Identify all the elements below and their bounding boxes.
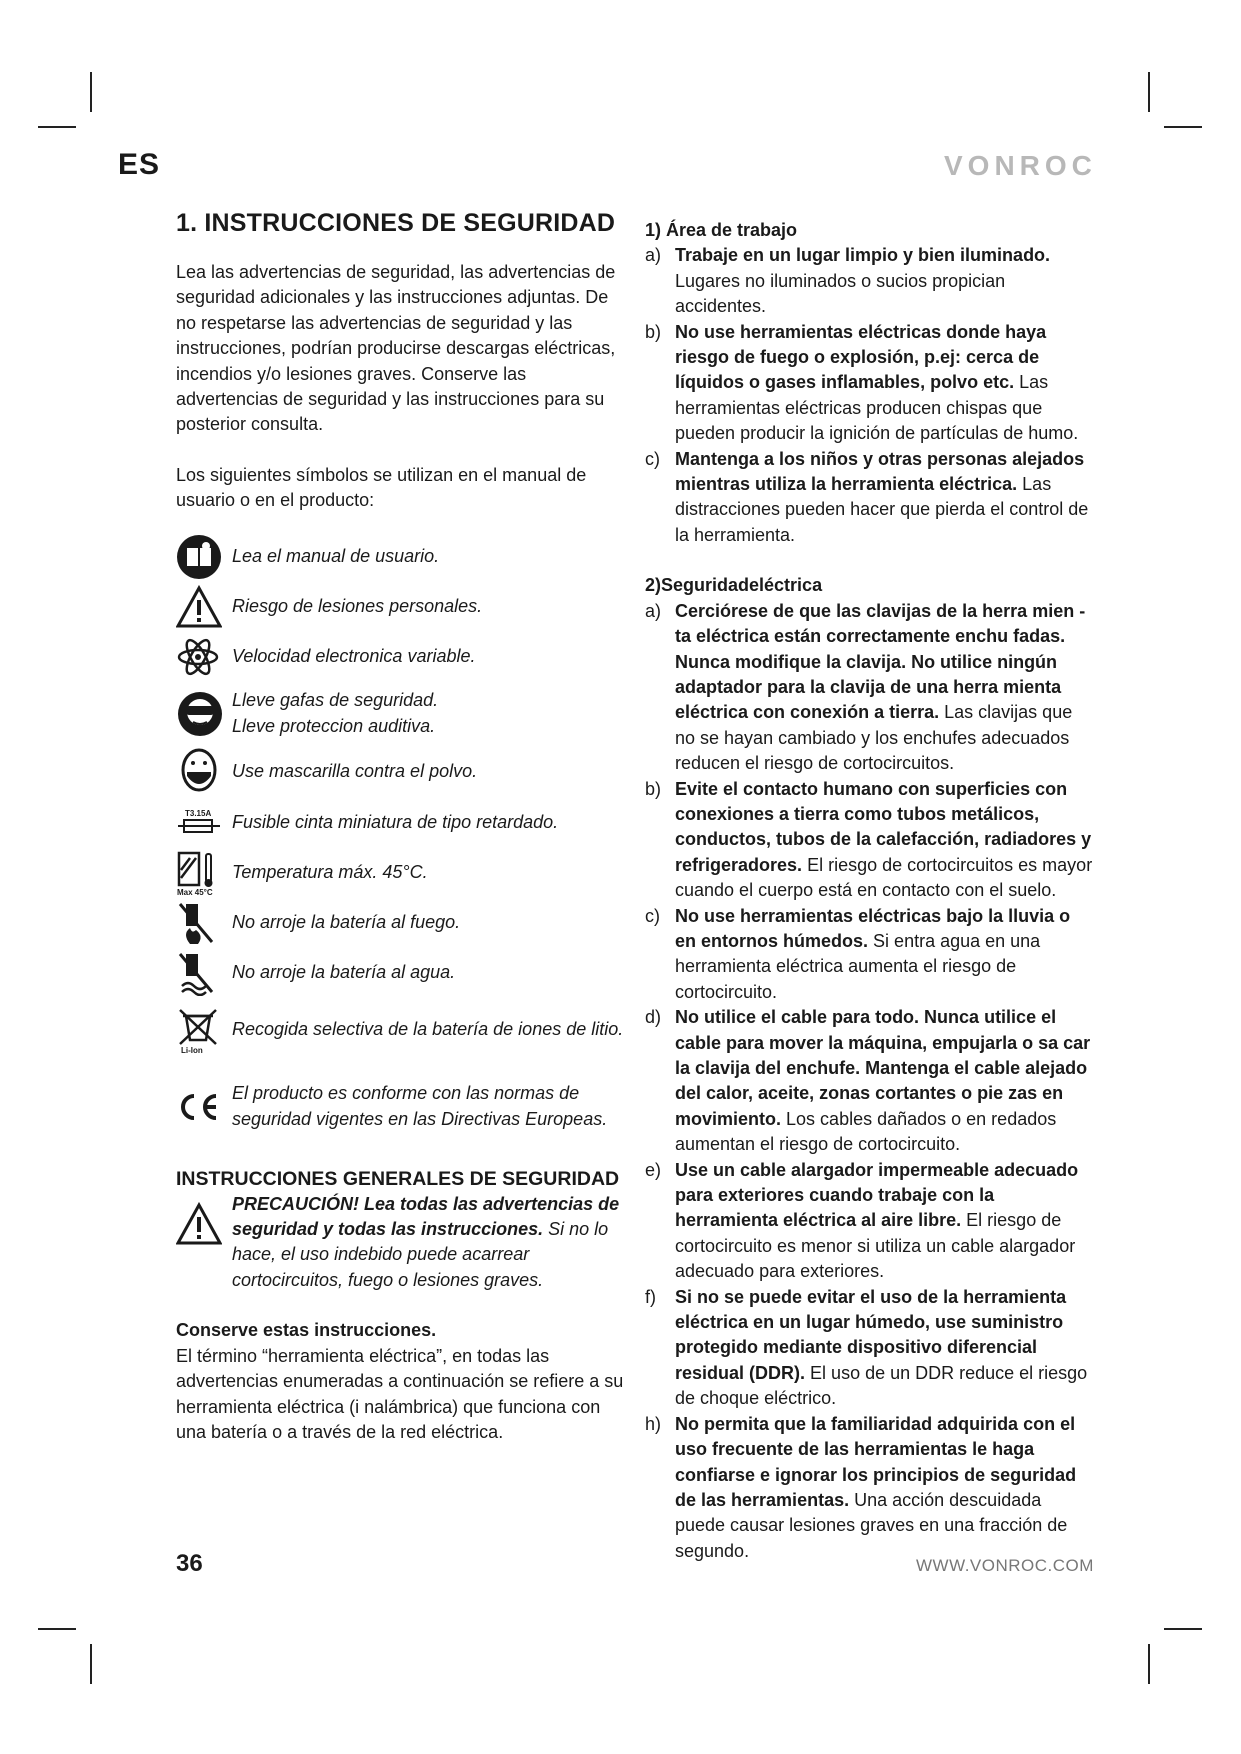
general-safety-title: INSTRUCCIONES GENERALES DE SEGURIDAD [176,1167,620,1190]
symbol-row [176,746,624,798]
item-bold: Trabaje en un lugar limpio y bien iluminado. [675,245,1051,266]
keep-instructions-title: Conserve estas instrucciones. [176,1320,437,1341]
item-bold: No permita que la familiaridad adquirida con el uso frecuente de las herramientas le haga confiarse e ignorar los principios de seguridad de las herramientas. [675,1413,1077,1510]
crop-mark [38,1628,76,1630]
crop-mark [90,1644,92,1684]
symbols-intro: Los siguientes símbolos se utilizan en el manual de usuario o en el producto: [176,464,587,511]
crop-mark [90,72,92,112]
language-code: ES [118,148,161,181]
atom-speed-icon [176,637,232,677]
crop-mark [1148,1644,1150,1684]
item-label: c) [645,448,660,469]
item-label: f) [645,1286,656,1307]
symbol-row [176,532,624,582]
keep-instructions-text: El término “herramienta eléctrica”, en todas las advertencias enumeradas a continuación se refiere a su herramienta eléctrica (i nalámbrica) que funciona con una batería o a través de la red eléctrica. [176,1345,624,1442]
symbol-row [176,582,624,632]
item-label: d) [645,1007,662,1028]
warning-triangle-icon [176,1192,232,1294]
caution-bold: PRECAUCIÓN! Lea todas las advertencias de seguridad y todas las instrucciones. [232,1193,620,1240]
item-text: El riesgo de cortocircuito es menor si utiliza un cable alargador adecuado para exteriores. [675,1210,1076,1282]
safety-item [645,1285,1095,1412]
safety-item [645,447,1095,549]
safety-glasses-ear-icon [176,690,232,738]
safety-item [645,243,1095,319]
symbol-text: No arroje la batería al fuego. [232,911,461,932]
symbol-text: Lea el manual de usuario. [232,545,440,566]
caution-block [176,1192,624,1294]
item-bold: Mantenga a los niños y otras personas alejados mientras utiliza la herramienta eléctrica. [675,448,1085,495]
symbol-row [176,1062,624,1152]
symbol-text: Velocidad electronica variable. [232,645,476,666]
symbol-text: Fusible cinta miniatura de tipo retardado. [232,811,559,832]
section-title: 1. INSTRUCCIONES DE SEGURIDAD [176,209,616,237]
symbol-row [176,682,624,746]
symbol-text: El producto es conforme con las normas de seguridad vigentes en las Directivas Europeas. [232,1083,608,1129]
max-temp-icon [176,850,232,896]
fuse-icon [176,808,232,838]
item-text: Lugares no iluminados o sucios propician accidentes. [675,270,1006,317]
caution-text: Si no lo hace, el uso indebido puede acarrear cortocircuitos, fuego o lesiones graves. [232,1219,609,1290]
symbol-text: Recogida selectiva de la batería de iones de litio. [232,1018,624,1039]
item-bold: No use herramientas eléctricas donde haya riesgo de fuego o explosión, p.ej: cerca de líquidos o gases inflamables, polvo etc. [675,321,1047,393]
safety-item [645,904,1095,1006]
warning-triangle-icon [176,585,232,629]
item-bold: No use herramientas eléctricas bajo la lluvia o en entornos húmedos. [675,905,1071,951]
safety-item [645,777,1095,904]
symbol-text: Temperatura máx. 45°C. [232,861,428,882]
symbol-row [176,632,624,682]
ce-mark-icon [176,1092,232,1122]
electrical-safety-title: 2)Seguridadeléctrica [645,575,823,596]
symbol-text: No arroje la batería al agua. [232,961,456,982]
crop-mark [1148,72,1150,112]
left-column [176,208,624,1445]
item-label: e) [645,1159,662,1180]
item-text: Las distracciones pueden hacer que pierda el control de la herramienta. [675,474,1089,545]
recycle-bin-icon [176,1006,232,1054]
safety-item [645,320,1095,447]
item-label: a) [645,245,662,266]
item-text: Las herramientas eléctricas producen chispas que pueden producir la ignición de partículas de humo. [675,372,1079,444]
dust-mask-icon [176,748,232,796]
max-temp-icon-label: Max 45°C [177,887,213,896]
item-text: Una acción descuidada puede causar lesiones graves en una fracción de segundo. [675,1489,1068,1561]
symbol-row [176,948,624,998]
right-column [645,218,1095,1564]
work-area-list [645,243,1095,548]
item-label: b) [645,321,662,342]
fuse-icon-label: T3.15A [185,808,212,818]
symbol-list [176,532,624,1152]
item-label: b) [645,778,662,799]
crop-mark [1164,126,1202,128]
item-label: c) [645,905,660,926]
safety-item [645,1412,1095,1564]
item-text: El riesgo de cortocircuitos es mayor cuando el cuerpo está en contacto con el suelo. [675,854,1093,901]
symbol-text: Riesgo de lesiones personales. [232,595,483,616]
symbol-row [176,898,624,948]
crop-mark [1164,1628,1202,1630]
symbol-row [176,848,624,898]
intro-paragraph: Lea las advertencias de seguridad, las advertencias de seguridad adicionales y las instrucciones adjuntas. De no respetarse las advertencias de seguridad y las instrucciones, podrían producirse descargas eléctricas, incendios y/o lesiones graves. Conserve las advertencias de seguridad y las instrucciones para su posterior consulta. [176,262,616,435]
no-water-battery-icon [176,950,232,996]
item-text: Si entra agua en una herramienta eléctrica aumenta el riesgo de cortocircuito. [675,930,1041,1002]
read-manual-icon [176,534,232,580]
item-text: Las clavijas que no se hayan cambiado y los enchufes adecuados reducen el riesgo de cortocircuitos. [675,702,1073,774]
work-area-title: 1) Área de trabajo [645,220,798,240]
item-bold: Use un cable alargador impermeable adecuado para exteriores cuando trabaje con la herramienta eléctrica al aire libre. [675,1159,1079,1231]
safety-item [645,1005,1095,1157]
crop-mark [38,126,76,128]
symbol-text-secondary: Lleve proteccion auditiva. [232,715,436,736]
symbol-row [176,998,624,1062]
item-text: El uso de un DDR reduce el riesgo de choque eléctrico. [675,1362,1088,1409]
item-bold: No utilice el cable para todo. Nunca utilice el cable para mover la máquina, empujarla o sa car la clavija del enchufe. Mantenga el cable alejado del calor, aceite, zonas cortantes o pie zas en movimiento. [675,1007,1091,1129]
safety-item [645,1158,1095,1285]
no-fire-battery-icon [176,900,232,946]
symbol-text: Lleve gafas de seguridad. [232,690,439,711]
symbol-text: Use mascarilla contra el polvo. [232,760,478,781]
website-url: WWW.VONROC.COM [916,1556,1094,1575]
page-number: 36 [176,1550,203,1577]
item-text: Los cables dañados o en redados aumentan el riesgo de cortocircuito. [675,1108,1057,1155]
item-bold: Evite el contacto humano con superficies con conexiones a tierra como tubos metálicos, conductos, tubos de la calefacción, radiadores y refrigeradores. [675,778,1092,875]
item-label: a) [645,600,662,621]
electrical-safety-list [645,599,1095,1564]
item-bold: Si no se puede evitar el uso de la herramienta eléctrica en un lugar húmedo, use suministro protegido mediante dispositivo diferencial residual (DDR). [675,1286,1067,1383]
symbol-row [176,798,624,848]
safety-item [645,599,1095,777]
item-bold: Cerciórese de que las clavijas de la herra mien - ta eléctrica están correctamente enchu fadas. Nunca modifique la clavija. No utilice ningún adaptador para la clavija de una herra mienta eléctrica con conexión a tierra. [675,600,1086,723]
item-label: h) [645,1413,662,1434]
recycle-bin-icon-label: Li-Ion [181,1045,203,1054]
brand-logo: VONROC [944,150,1097,181]
